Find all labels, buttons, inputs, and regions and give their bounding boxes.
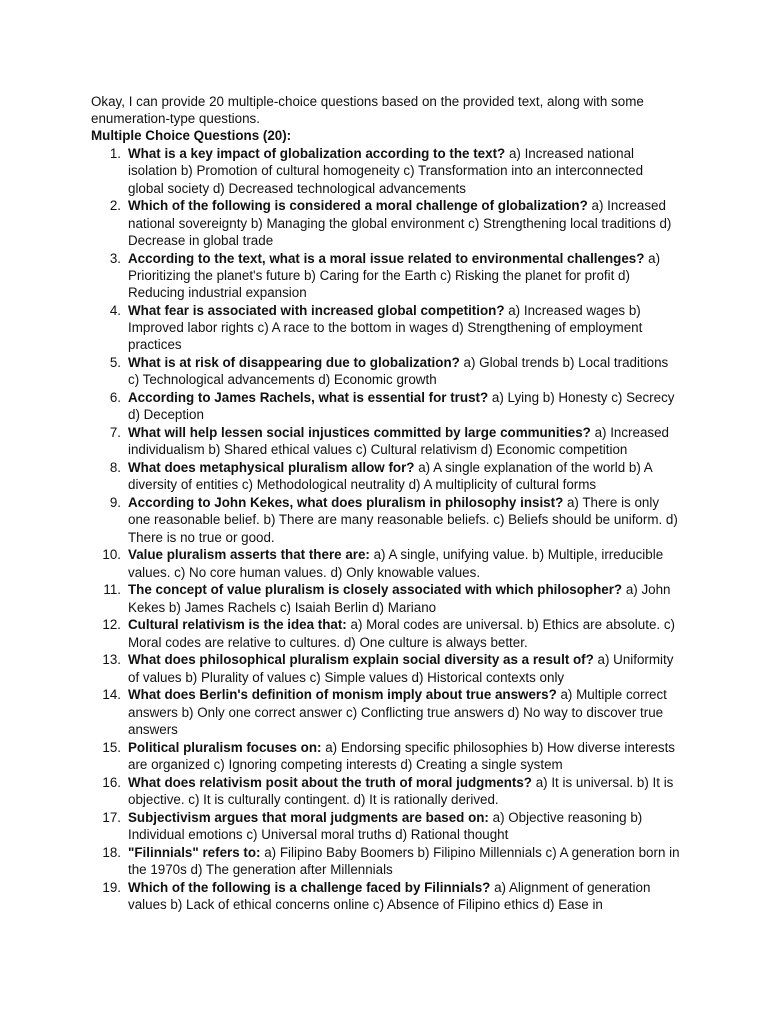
question-number: 7. (109, 425, 121, 441)
question-item (0, 145, 680, 197)
question-list (0, 145, 768, 913)
question-item (0, 424, 680, 459)
question-item (0, 739, 680, 774)
answer-options: a) Moral codes are universal. b) Ethics are absolute. c) Moral codes are relative to cultures. d) One culture is always better. (128, 617, 675, 650)
question-text: What does Berlin's definition of monism imply about true answers? (128, 687, 557, 703)
question-text: What fear is associated with increased global competition? (128, 302, 505, 318)
question-text: According to James Rachels, what is essential for trust? (128, 390, 489, 406)
question-number: 2. (109, 198, 121, 214)
question-text: Which of the following is a challenge faced by Filinnials? (128, 879, 491, 895)
question-text: What will help lessen social injustices committed by large communities? (128, 425, 591, 441)
question-number: 14. (102, 687, 121, 703)
answer-options: a) Increased national sovereignty b) Managing the global environment c) Strengthening local traditions d) Decrease in global trade (128, 198, 672, 248)
question-number: 15. (102, 739, 121, 755)
answer-options: a) Increased national isolation b) Promotion of cultural homogeneity c) Transformation into an interconnected global society d) Decreased technological advancements (128, 146, 644, 196)
question-number: 16. (102, 774, 121, 790)
question-text: What does relativism posit about the truth of moral judgments? (128, 774, 532, 790)
answer-options: a) Prioritizing the planet's future b) Caring for the Earth c) Risking the planet for profit d) Reducing industrial expansion (128, 250, 661, 301)
answer-options: a) Alignment of generation values b) Lack of ethical concerns online c) Absence of Filipino ethics d) Ease in (128, 879, 651, 912)
answer-options: a) Lying b) Honesty c) Secrecy d) Deception (128, 390, 675, 423)
answer-options: a) Global trends b) Local traditions c) Technological advancements d) Economic growth (128, 355, 669, 388)
question-item (0, 809, 680, 844)
question-item (0, 774, 680, 809)
question-text: Political pluralism focuses on: (128, 739, 322, 755)
question-item (0, 686, 680, 738)
question-text: According to the text, what is a moral issue related to environmental challenges? (128, 250, 645, 266)
answer-options: a) John Kekes b) James Rachels c) Isaiah Berlin d) Mariano (128, 582, 671, 615)
question-item (0, 581, 680, 616)
question-number: 17. (102, 809, 121, 825)
question-text: What does metaphysical pluralism allow for? (128, 460, 415, 476)
question-text: "Filinnials" refers to: (128, 844, 261, 860)
question-item (0, 354, 680, 389)
question-text: Cultural relativism is the idea that: (128, 617, 347, 633)
question-number: 13. (102, 652, 121, 668)
answer-options: a) A single, unifying value. b) Multiple, irreducible values. c) No core human values. d) Only knowable values. (128, 547, 664, 580)
question-text: Subjectivism argues that moral judgments are based on: (128, 809, 489, 825)
answer-options: a) There is only one reasonable belief. b) There are many reasonable beliefs. c) Beliefs should be uniform. d) There is no true or good. (128, 495, 678, 545)
question-item (0, 197, 680, 249)
answer-options: a) Multiple correct answers b) Only one correct answer c) Conflicting true answers d) No way to discover true answers (128, 687, 667, 737)
answer-options: a) Uniformity of values b) Plurality of values c) Simple values d) Historical contexts only (128, 652, 674, 685)
question-item (0, 302, 680, 354)
question-text: The concept of value pluralism is closely associated with which philosopher? (128, 582, 623, 598)
question-number: 5. (109, 355, 121, 371)
question-text: According to John Kekes, what does pluralism in philosophy insist? (128, 495, 564, 511)
question-number: 9. (109, 495, 121, 511)
question-number: 6. (109, 390, 121, 406)
question-number: 4. (109, 302, 121, 318)
answer-options: a) It is universal. b) It is objective. c) It is culturally contingent. d) It is rationally derived. (128, 774, 674, 807)
question-item (0, 844, 680, 879)
question-text: What is a key impact of globalization according to the text? (128, 146, 506, 161)
question-text: Value pluralism asserts that there are: (128, 547, 370, 563)
answer-options: a) Filipino Baby Boomers b) Filipino Millennials c) A generation born in the 1970s d) The generation after Millennials (128, 844, 680, 877)
question-item (0, 459, 680, 494)
question-number: 11. (103, 582, 121, 598)
question-number: 18. (102, 844, 121, 860)
question-text: What is at risk of disappearing due to globalization? (128, 355, 460, 371)
answer-options: a) A single explanation of the world b) A diversity of entities c) Methodological neutrality d) A multiplicity of cultural forms (128, 460, 652, 493)
question-number: 8. (109, 460, 121, 476)
question-number: 1. (109, 146, 121, 161)
question-text: Which of the following is considered a moral challenge of globalization? (128, 198, 588, 214)
question-number: 10. (102, 547, 121, 563)
question-number: 19. (102, 879, 121, 895)
answer-options: a) Endorsing specific philosophies b) How diverse interests are organized c) Ignoring competing interests d) Creating a single system (128, 739, 675, 772)
question-item (0, 494, 680, 546)
answer-options: a) Increased individualism b) Shared ethical values c) Cultural relativism d) Economic competition (128, 425, 669, 458)
answer-options: a) Increased wages b) Improved labor rights c) A race to the bottom in wages d) Strengthening of employment practices (128, 302, 643, 353)
question-item (0, 546, 680, 581)
question-item (0, 616, 680, 651)
answer-options: a) Objective reasoning b) Individual emotions c) Universal moral truths d) Rational thought (128, 809, 643, 842)
question-item (0, 250, 680, 302)
question-number: 12. (102, 617, 121, 633)
question-number: 3. (109, 250, 121, 266)
intro-paragraph: Okay, I can provide 20 multiple-choice questions based on the provided text, along with some enumeration-type questions. (91, 94, 644, 127)
question-text: What does philosophical pluralism explain social diversity as a result of? (128, 652, 594, 668)
question-item (0, 879, 680, 914)
question-item (0, 389, 680, 424)
question-item (0, 651, 680, 686)
section-heading: Multiple Choice Questions (20): (91, 128, 292, 143)
